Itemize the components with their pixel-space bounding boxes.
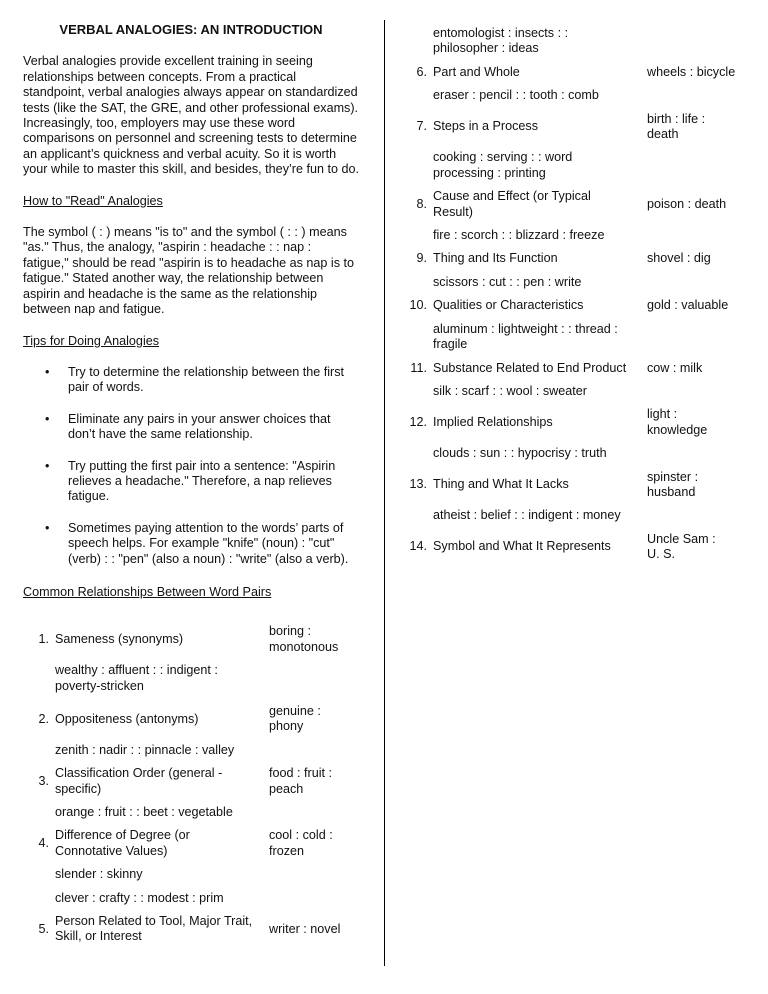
tip-item (23, 521, 359, 567)
relationship-example: slender : skinny (55, 867, 143, 882)
relationship-example: eraser : pencil : : tooth : comb (433, 88, 599, 103)
relationship-number: 7. (416, 119, 427, 134)
relationship-name: Difference of Degree (or Connotative Values) (55, 828, 190, 858)
relationship-example: clouds : sun : : hypocrisy : truth (433, 446, 607, 461)
relationship-name: Sameness (synonyms) (55, 632, 184, 647)
bullet-icon: • (45, 520, 50, 535)
relationship-number: 5. (38, 921, 49, 936)
relationship-example: wealthy : affluent : : indigent : poverty-stricken (55, 663, 218, 693)
relationship-item (401, 189, 753, 220)
tip-item (23, 365, 359, 396)
tip-text: Try to determine the relationship between the first pair of words. (68, 364, 345, 395)
relationship-example: silk : scarf : : wool : sweater (433, 383, 587, 398)
relationship-number: 8. (416, 196, 427, 211)
tip-item (23, 412, 359, 443)
relationship-example-pair: Uncle Sam : U. S. (647, 531, 716, 562)
relationship-number: 13. (409, 477, 427, 492)
relationship-number: 2. (38, 711, 49, 726)
how-to-read-heading: How to "Read" Analogies (23, 193, 163, 208)
relationship-name: Thing and What It Lacks (433, 477, 569, 492)
document-title: VERBAL ANALOGIES: AN INTRODUCTION (59, 22, 323, 37)
relationship-example: orange : fruit : : beet : vegetable (55, 805, 233, 820)
relationship-item (401, 298, 753, 313)
relationship-example-pair: poison : death (647, 196, 727, 211)
tip-text: Try putting the first pair into a sentence: "Aspirin relieves a headache." Therefore, a nap relieves fatigue. (68, 458, 336, 504)
relationship-number: 6. (416, 64, 427, 79)
relationship-item (401, 361, 753, 376)
relationship-example-pair: boring : monotonous (269, 624, 339, 654)
relationship-name: Cause and Effect (or Typical Result) (433, 189, 591, 219)
bullet-icon: • (45, 458, 50, 473)
relationship-example: atheist : belief : : indigent : money (433, 508, 621, 523)
relationship-name: Symbol and What It Represents (433, 539, 611, 554)
relationship-example: cooking : serving : : word processing : printing (433, 150, 573, 180)
bullet-icon: • (45, 364, 50, 379)
relationship-number: 3. (38, 773, 49, 788)
tips-heading: Tips for Doing Analogies (23, 333, 160, 348)
relationship-item (401, 65, 753, 80)
relationship-item (23, 704, 359, 735)
relationship-name: Steps in a Process (433, 119, 538, 134)
relationship-item (23, 914, 359, 945)
relationship-item (23, 828, 359, 859)
relationship-name: Substance Related to End Product (433, 360, 627, 375)
tip-item (23, 459, 359, 505)
relationship-example: aluminum : lightweight : : thread : fragile (433, 321, 618, 352)
tips-list (23, 365, 359, 567)
left-column (23, 22, 359, 945)
relationship-item (401, 407, 753, 438)
relationship-number: 12. (409, 415, 427, 430)
common-relationships-heading: Common Relationships Between Word Pairs (23, 584, 272, 599)
relationship-name: Qualities or Characteristics (433, 298, 584, 313)
tip-text: Sometimes paying attention to the words’ parts of speech helps. For example "knife" (noun) : "cut" (verb) : : "pen" (also a noun) : "write" (also a verb). (68, 520, 349, 566)
relationship-item (23, 766, 359, 797)
relationship-number: 9. (416, 251, 427, 266)
tip-text: Eliminate any pairs in your answer choices that don’t have the same relationship. (68, 411, 331, 442)
relationship-name: Implied Relationships (433, 415, 553, 430)
relationship-number: 10. (409, 298, 427, 313)
relationship-number: 4. (38, 836, 49, 851)
relationship-example: zenith : nadir : : pinnacle : valley (55, 742, 235, 757)
relationship-example-pair: cool : cold : frozen (269, 828, 333, 858)
relationship-name: Oppositeness (antonyms) (55, 711, 199, 726)
relationship-example-pair: writer : novel (269, 921, 341, 936)
relationship-example-pair: light : knowledge (647, 407, 708, 437)
relationship-number: 11. (410, 360, 427, 375)
relationship-item (401, 470, 753, 501)
relationship-item (401, 532, 753, 563)
bullet-icon: • (45, 411, 50, 426)
right-column (401, 26, 753, 563)
relationship-example-pair: cow : milk (647, 360, 703, 375)
intro-paragraph: Verbal analogies provide excellent training in seeing relationships between concepts. From a practical standpoint, verbal analogies always appear on standardized tests (like the SAT, the GRE, and other professional exams). Increasingly, too, employers may use these word comparisons on personnel and screening tests to determine an applicant’s quickness and verbal acuity. So it is worth your while to master this skill, and besides, they’re fun to do. (23, 54, 359, 177)
relationship-example: fire : scorch : : blizzard : freeze (433, 228, 605, 243)
relationship-example-pair: shovel : dig (647, 251, 711, 266)
relationship-number: 1. (38, 632, 49, 647)
relationship-name: Classification Order (general - specific) (55, 766, 223, 796)
relationship-example-pair: genuine : phony (269, 704, 321, 734)
column-divider (384, 20, 385, 966)
how-to-read-paragraph: The symbol ( : ) means "is to" and the symbol ( : : ) means "as." Thus, the analogy, "aspirin : headache : : nap : fatigue," should be read "aspirin is to headache as nap is to fatigue." Stated another way, the relationship between aspirin and headache is the same as the relationship between nap and fatigue. (23, 225, 354, 317)
relationship-example-pair: gold : valuable (647, 298, 729, 313)
relationship-name: Person Related to Tool, Major Trait, Skill, or Interest (55, 914, 253, 944)
relationship-example-pair: spinster : husband (647, 469, 699, 499)
relationship-example-pair: wheels : bicycle (647, 64, 736, 79)
relationship-name: Thing and Its Function (433, 251, 558, 266)
relationship-example: entomologist : insects : : philosopher : ideas (433, 26, 569, 56)
relationship-item (401, 112, 753, 143)
relationship-example-pair: food : fruit : peach (269, 766, 332, 796)
relationship-example-pair: birth : life : death (647, 111, 706, 142)
relationship-item (23, 624, 359, 655)
relationship-name: Part and Whole (433, 64, 520, 79)
relationship-example: scissors : cut : : pen : write (433, 274, 582, 289)
relationship-number: 14. (409, 539, 427, 554)
relationship-example: clever : crafty : : modest : prim (55, 890, 224, 905)
relationship-item (401, 251, 753, 266)
